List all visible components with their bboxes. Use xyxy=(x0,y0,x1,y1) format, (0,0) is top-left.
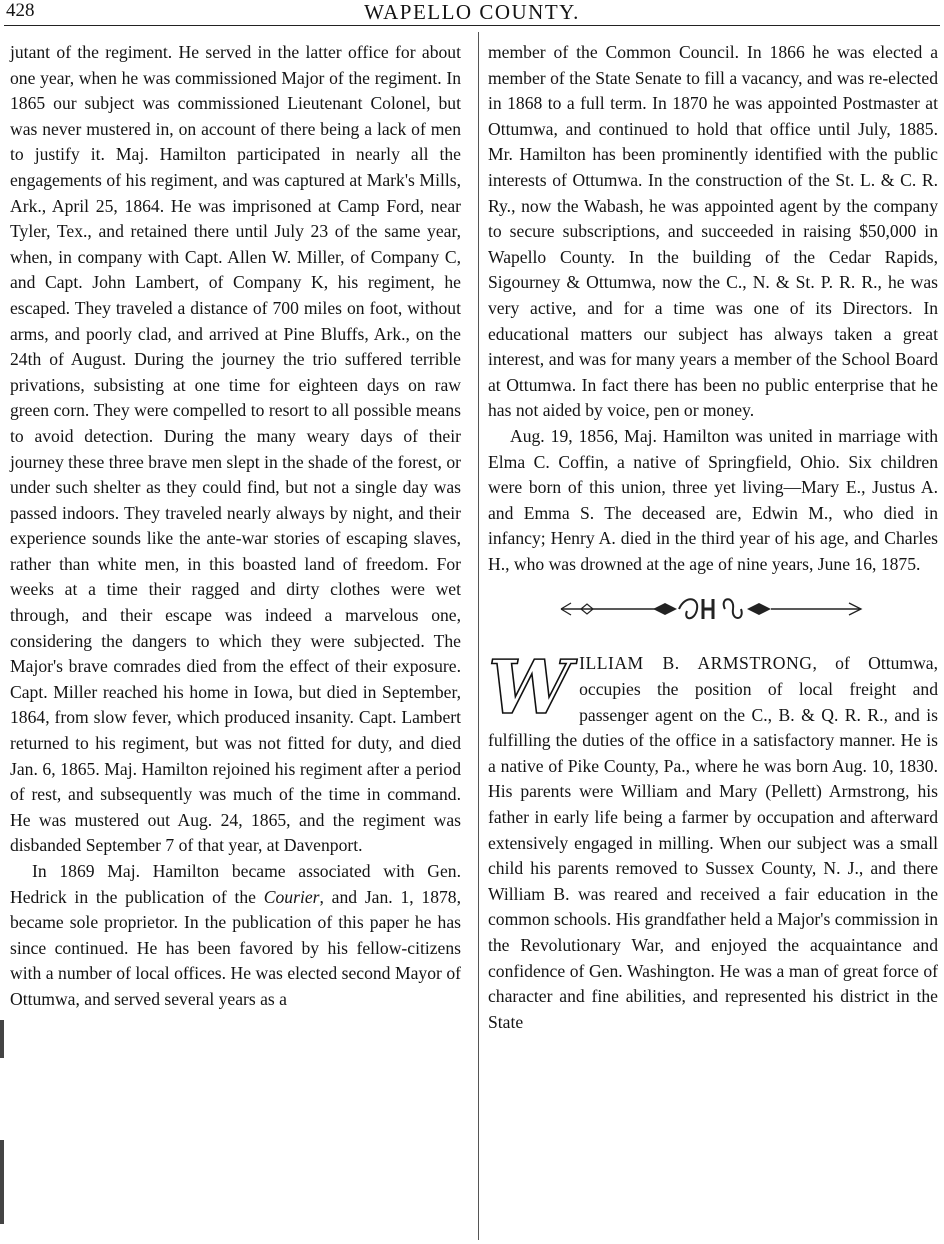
margin-mark-bottom xyxy=(0,1140,4,1224)
subject-name: ILLIAM B. ARMSTRONG xyxy=(579,653,813,674)
courier-title: Courier xyxy=(263,886,320,907)
page-number: 428 xyxy=(6,0,35,21)
column-divider xyxy=(478,32,479,1240)
paragraph-marriage: Aug. 19, 1856, Maj. Hamilton was united in marriage with Elma C. Coffin, a native of Springfield, Ohio. Six children were born of this union, three yet living—Mary E., Justus A. and Emma S. The deceased are, Edwin M., who died in infancy; Henry A. died in the third year of his age, and Charles H., who was drowned at the age of nine years, June 16, 1875. xyxy=(488,425,938,574)
paragraph-military-service: jutant of the regiment. He served in the latter office for about one year, when he was commissioned Major of the regiment. In 1865 our subject was commissioned Lieutenant Colonel, but was never mustered in, on account of there being a lack of men to justify it. Maj. Hamilton participated in nearly all the engagements of his regiment, and was captured at Mark's Mills, Ark., April 25, 1864. He was imprisoned at Camp Ford, near Tyler, Tex., and retained there until July 23 of the same year, when, in company with Capt. Allen W. Miller, of Company C, and Capt. John Lambert, of Company K, his regiment, he escaped. They traveled a distance of 700 miles on foot, without arms, and poorly clad, and arrived at Pine Bluffs, Ark., on the 24th of August. During the journey the trio suffered terrible privations, subsisting at one time for eighteen days on raw green corn. They were compelled to resort to all possible means to avoid detection. During the many weary days of their journey these three brave men slept in the shade of the forest, or under such shelter as they could find, but not a single day was passed indoors. They traveled nearly always by night, and their experience sounds like the ante-war stories of escaping slaves, rather than white men, in this boasted land of freedom. For weeks at a time their ragged and dirty clothes were wet through, and their escape was indeed a marvelous one, considering the dangers to which they were subjected. The Major's brave comrades died from the effect of their exposure. Capt. Miller reached his home in Iowa, but died in September, 1864, from slow fever, which produced insanity. Capt. Lambert returned to his regiment, but was not fitted for duty, and died Jan. 6, 1865. Maj. Hamilton rejoined his regiment after a period of rest, and subsequently was much of the time in command. He was mustered out Aug. 24, 1865, and the regiment was disbanded September 7 of that year, at Davenport. xyxy=(10,42,461,856)
drop-cap-letter: W xyxy=(488,645,572,732)
margin-mark-top xyxy=(0,1020,4,1058)
courier-text-before: In 1869 Maj. Hamilton became associated with Gen. Hedrick in the publication of the xyxy=(10,861,461,907)
paragraph-civic-career: member of the Common Council. In 1866 he was elected a member of the State Senate to fill a vacancy, and was re-elected in 1868 to a full term. In 1870 he was appointed Postmaster at Ottumwa, and continued to hold that office until July, 1885. Mr. Hamilton has been prominently identified with the public interests of Ottumwa. In the construction of the St. L. & C. R. Ry., now the Wabash, he was appointed agent by the company to secure subscriptions, and succeeded in raising $50,000 in Wapello County. In the building of the Cedar Rapids, Sigourney & Ottumwa, now the C., N. & St. P. R. R., he was very active, and for a time was one of its Directors. In educational matters our subject has always taken a great interest, and was for many years a member of the School Board at Ottumwa. In fact there has been no public enterprise that he has not aided by voice, pen or money. xyxy=(488,42,938,421)
header-rule xyxy=(4,25,940,26)
paragraph-courier xyxy=(10,859,461,1013)
running-head: WAPELLO COUNTY. xyxy=(364,0,580,24)
page-header xyxy=(0,0,944,26)
left-column xyxy=(10,40,461,1013)
courier-text-after: , and Jan. 1, 1878, became sole proprietor. In the publication of this paper he has since continued. He has been favored by his fellow-citizens with a number of local offices. He was elected second Mayor of Ottumwa, and served several years as a xyxy=(10,886,462,1009)
paragraph-armstrong-biography xyxy=(488,645,938,1035)
right-column xyxy=(488,40,938,1035)
section-divider-ornament xyxy=(488,591,938,627)
flourish-icon xyxy=(553,591,873,627)
armstrong-text: , of Ottumwa, occupies the position of local freight and passenger agent on the C., B. & Q. R. R., and is fulfilling the duties of the office in a satisfactory manner. He is a native of Pike County, Pa., where he was born Aug. 10, 1830. His parents were William and Mary (Pellett) Armstrong, his father in early life being a farmer by occupation and afterward extensively engaged in milling. When our subject was a small child his parents removed to Sussex County, N. J., and there William B. was reared and received a fair education in the common schools. His grandfather held a Major's commission in the Revolutionary War, and enjoyed the acquaintance and confidence of Gen. Washington. He was a man of great force of character and fine abilities, and represented his district in the State xyxy=(488,653,938,1032)
